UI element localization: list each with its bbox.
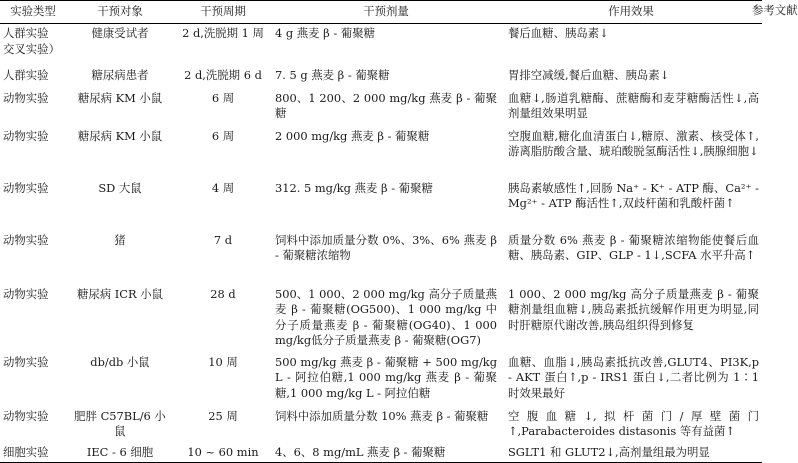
cell-effect: 空腹血糖,糖化血清蛋白↓,糖原、激素、核受体↑,游离脂肪酸含量、琥珀酸脱氢酶活性↓,胰腺细胞↓ xyxy=(508,128,759,158)
cell-subject: 糖尿病 KM 小鼠 xyxy=(77,90,163,105)
table-row xyxy=(0,443,762,463)
cell-period: 28 d xyxy=(210,286,236,301)
cell-period: 10 ~ 60 min xyxy=(187,444,259,459)
cell-dose: 312. 5 mg/kg 燕麦 β - 葡聚糖 xyxy=(275,180,433,195)
cell-subject: 猪 xyxy=(114,232,126,247)
header-dose: 干预剂量 xyxy=(363,3,409,18)
cell-type: 动物实验 xyxy=(3,180,49,195)
cell-subject: IEC - 6 细胞 xyxy=(86,444,154,459)
cell-type: 动物实验 xyxy=(3,354,49,369)
cell-effect: 血糖↓,肠道乳糖酶、蔗糖酶和麦芽糖酶活性↓,高剂量组效果明显 xyxy=(508,90,759,120)
header-subject: 干预对象 xyxy=(97,3,143,18)
cell-effect: 1 000、2 000 mg/kg 高分子质量燕麦 β - 葡聚糖剂量组血糖↓,胰岛素抵抗缓解作用更为明显,同时肝糖原代谢改善,胰岛组织得到修复 xyxy=(508,286,759,332)
cell-dose: 7. 5 g 燕麦 β - 葡聚糖 xyxy=(275,67,390,82)
cell-subject: SD 大鼠 xyxy=(98,180,142,195)
cell-period: 7 d xyxy=(213,232,233,247)
header-period: 干预周期 xyxy=(200,3,246,18)
cell-effect: 餐后血糖、胰岛素↓ xyxy=(508,26,609,40)
cell-effect: 质量分数 6% 燕麦 β - 葡聚糖浓缩物能使餐后血糖、胰岛素、GIP、GLP - 1↓,SCFA 水平升高↑ xyxy=(508,232,759,262)
table-row xyxy=(0,127,762,179)
header-effect-cell xyxy=(500,1,798,24)
cell-type: 动物实验 xyxy=(3,232,49,247)
table-row xyxy=(0,353,762,407)
cell-dose: 2 000 mg/kg 燕麦 β - 葡聚糖 xyxy=(275,128,430,143)
cell-period: 2 d,洗脱期 6 d xyxy=(184,67,262,82)
cell-period: 10 周 xyxy=(208,354,238,369)
header-effect: 作用效果 xyxy=(608,3,654,18)
cell-subject: 糖尿病 ICR 小鼠 xyxy=(77,286,163,301)
cell-type: 动物实验 xyxy=(3,128,49,143)
header-row xyxy=(0,1,762,24)
cell-dose: 饲料中添加质量分数 0%、3%、6% 燕麦 β - 葡聚糖浓缩物 xyxy=(275,232,497,262)
table-header xyxy=(0,1,798,24)
table-row xyxy=(0,407,762,443)
cell-effect: 胃排空减缓,餐后血糖、胰岛素↓ xyxy=(508,67,670,82)
cell-dose: 500、1 000、2 000 mg/kg 高分子质量燕麦 β - 葡聚糖(OG500)、1 000 mg/kg 中分子质量燕麦 β - 葡聚糖(OG40)、1 000 mg/kg低分子质量燕麦 β - 葡聚糖(OG7) xyxy=(275,286,497,347)
cell-type: 动物实验 xyxy=(3,408,49,423)
cell-effect: 空腹血糖↓,拟杆菌门/厚壁菌门↑,Parabacteroides distasonis 等有益菌↑ xyxy=(508,408,759,438)
cell-type: 细胞实验 xyxy=(3,444,49,459)
cell-dose: 800、1 200、2 000 mg/kg 燕麦 β - 葡聚糖 xyxy=(275,90,497,120)
header-type: 实验类型 xyxy=(10,3,56,18)
cell-period: 2 d,洗脱期 1 周 xyxy=(182,26,264,40)
table-row xyxy=(0,285,762,353)
cell-period: 25 周 xyxy=(208,408,238,423)
cell-type: 人群实验 交叉实验） xyxy=(3,26,60,56)
cell-effect: 血糖、血脂↓,胰岛素抵抗改善,GLUT4、PI3K,p - AKT 蛋白↑,p - IRS1 蛋白↓,二者比例为 1∶1 时效果最好 xyxy=(508,354,759,400)
table-row xyxy=(0,24,762,66)
cell-subject: 健康受试者 xyxy=(91,26,149,40)
cell-type: 人群实验 xyxy=(3,67,49,82)
cell-dose: 4 g 燕麦 β - 葡聚糖 xyxy=(275,26,376,40)
cell-subject: 糖尿病患者 xyxy=(91,67,149,82)
header-reference: 参考文献 xyxy=(752,3,798,17)
cell-period: 4 周 xyxy=(211,180,235,195)
table-row xyxy=(0,66,762,89)
cell-type: 动物实验 xyxy=(3,90,49,105)
cell-subject: db/db 小鼠 xyxy=(90,354,150,369)
table-row xyxy=(0,179,762,231)
cell-dose: 4、6、8 mg/mL 燕麦 β - 葡聚糖 xyxy=(275,444,446,459)
cell-subject: 糖尿病 KM 小鼠 xyxy=(77,128,163,143)
cell-subject: 肥胖 C57BL/6 小鼠 xyxy=(74,408,166,438)
cell-period: 6 周 xyxy=(211,90,235,105)
table-row xyxy=(0,231,762,285)
table-row xyxy=(0,89,762,127)
cell-dose: 500 mg/kg 燕麦 β - 葡聚糖 + 500 mg/kg L - 阿拉伯糖,1 000 mg/kg 燕麦 β - 葡聚糖,1 000 mg/kg L - 阿拉伯糖 xyxy=(275,354,497,400)
cell-dose: 饲料中添加质量分数 10% 燕麦 β - 葡聚糖 xyxy=(275,408,489,423)
table-body xyxy=(0,24,762,463)
cell-effect: 胰岛素敏感性↑,回肠 Na⁺ - K⁺ - ATP 酶、Ca²⁺ - Mg²⁺ - ATP 酶活性↑,双歧杆菌和乳酸杆菌↑ xyxy=(508,180,759,210)
cell-type: 动物实验 xyxy=(3,286,49,301)
cell-effect: SGLT1 和 GLUT2↓,高剂量组最为明显 xyxy=(508,444,710,459)
cell-period: 6 周 xyxy=(211,128,235,143)
